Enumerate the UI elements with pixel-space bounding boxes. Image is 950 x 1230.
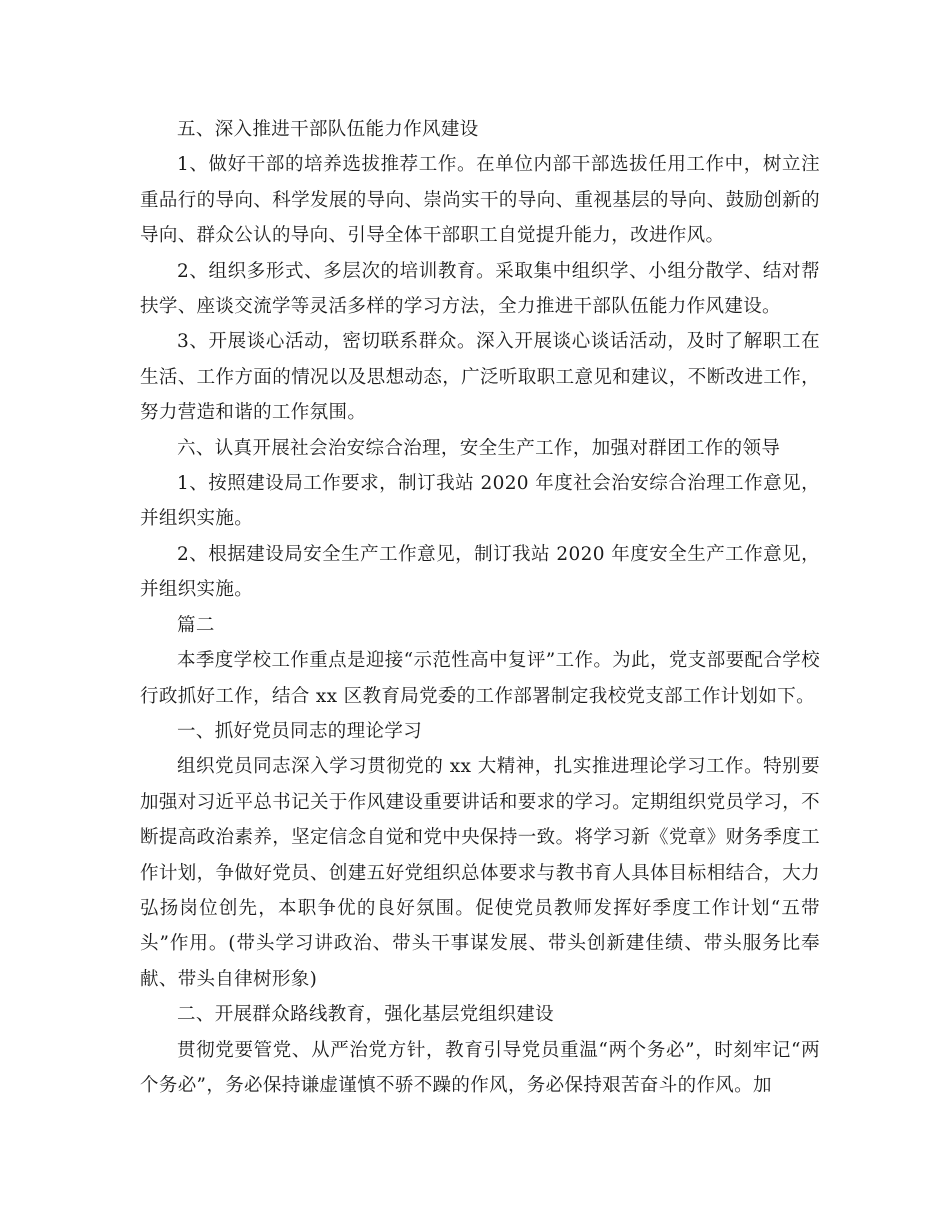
section-heading-5: 五、深入推进干部队伍能力作风建设 <box>177 119 479 140</box>
paragraph-training: 2、组织多形式、多层次的培训教育。采取集中组织学、小组分散学、结对帮扶学、座谈交流学等灵活多样的学习方法，全力推进干部队伍能力作风建设。 <box>140 260 820 318</box>
paragraph-safety-production: 2、根据建设局安全生产工作意见，制订我站 2020 年度安全生产工作意见，并组织实施。 <box>140 543 820 601</box>
paragraph-theory-study: 组织党员同志深入学习贯彻党的 xx 大精神，扎实推进理论学习工作。特别要加强对习近平总书记关于作风建设重要讲话和要求的学习。定期组织党员学习，不断提高政治素养，坚定信念自觉和党中央保持一致。将学习新《党章》财务季度工作计划，争做好党员、创建五好党组织总体要求与教书育人具体目标相结合，大力弘扬岗位创先，本职争优的良好氛围。促使党员教师发挥好季度工作计划“五带头”作用。(带头学习讲政治、带头干事谋发展、带头创新建佳绩、带头服务比奉献、带头自律树形象) <box>140 756 820 990</box>
paragraph-public-security: 1、按照建设局工作要求，制订我站 2020 年度社会治安综合治理工作意见，并组织实施。 <box>140 473 820 530</box>
section-heading-6: 六、认真开展社会治安综合治理，安全生产工作，加强对群团工作的领导 <box>177 437 781 459</box>
paragraph-heart-talk: 3、开展谈心活动，密切联系群众。深入开展谈心谈话活动，及时了解职工在生活、工作方面的情况以及思想动态，广泛听取职工意见和建议，不断改进工作，努力营造和谐的工作氛围。 <box>140 331 820 424</box>
section-heading-1: 一、抓好党员同志的理论学习 <box>177 720 423 742</box>
document-page <box>140 112 820 1103</box>
part-two-heading: 篇二 <box>177 614 215 636</box>
paragraph-intro: 本季度学校工作重点是迎接“示范性高中复评”工作。为此，党支部要配合学校行政抓好工作，结合 xx 区教育局党委的工作部署制定我校党支部工作计划如下。 <box>140 650 820 707</box>
section-heading-2: 二、开展群众路线教育，强化基层党组织建设 <box>177 1004 555 1026</box>
paragraph-cadre-selection: 1、做好干部的培养选拔推荐工作。在单位内部干部选拔任用工作中，树立注重品行的导向、科学发展的导向、崇尚实干的导向、重视基层的导向、鼓励创新的导向、群众公认的导向、引导全体干部职工自觉提升能力，改进作风。 <box>140 154 820 247</box>
paragraph-mass-line: 贯彻党要管党、从严治党方针，教育引导党员重温“两个务必”，时刻牢记“两个务必”，务必保持谦虚谨慎不骄不躁的作风，务必保持艰苦奋斗的作风。加 <box>140 1039 820 1096</box>
